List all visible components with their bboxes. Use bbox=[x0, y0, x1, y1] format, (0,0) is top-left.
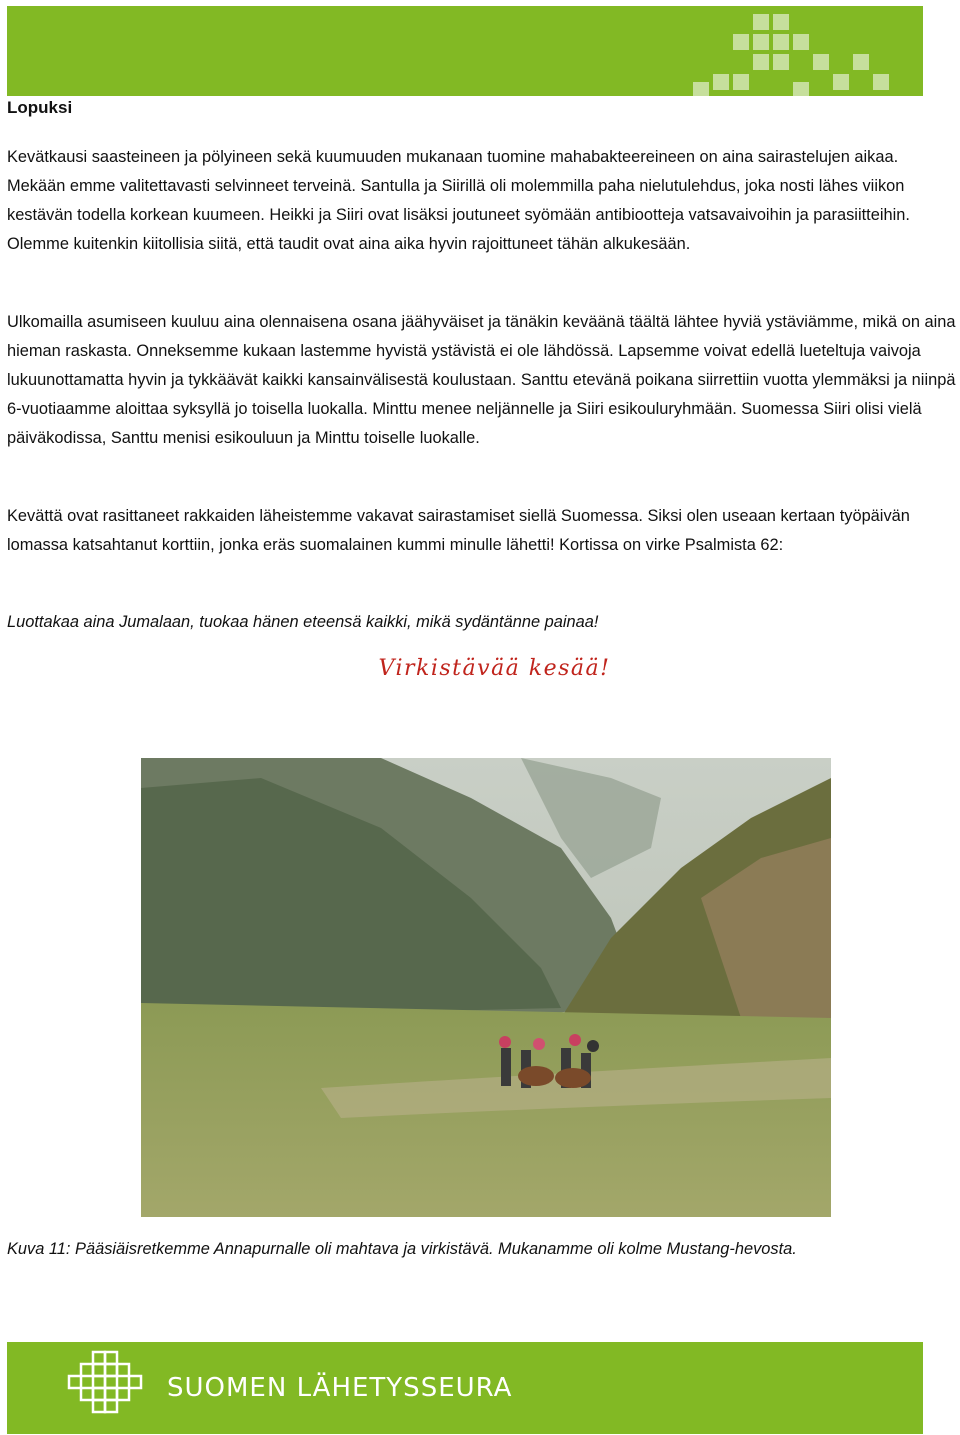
organization-logo-icon bbox=[65, 1348, 145, 1428]
paragraph-3: Kevättä ovat rasittaneet rakkaiden läheistemme vakavat sairastamiset siellä Suomessa. Siksi olen useaan kertaan työpäivän lomassa katsahtanut korttiin, jonka eräs suomalainen kummi minulle lähetti! Kortissa on virke Psalmista 62: bbox=[7, 507, 910, 554]
section-heading: Lopuksi bbox=[7, 98, 73, 117]
footer-band bbox=[7, 1342, 923, 1434]
paragraph-2: Ulkomailla asumiseen kuuluu aina olennaisena osana jäähyväiset ja tänäkin keväänä täältä lähtee hyviä ystäviämme, mikä on aina hieman raskasta. Onneksemme kukaan lastemme hyvistä ystävistä ei ole lähdössä. Lapsemme voivat edellä lueteltuja vaivoja lukuunottamatta hyvin ja tykkäävät kaikki kansainvälisestä koulustaan. Santtu etevänä poikana siirrettiin vuotta ylemmäksi ja niinpä 6-vuotiaamme aloittaa syksyllä jo toisella luokalla. Minttu menee neljännelle ja Siiri esikouluryhmään. Suomessa Siiri olisi vielä päiväkodissa, Santtu menisi esikouluun ja Minttu toiselle luokalle. bbox=[7, 313, 956, 447]
organization-name: SUOMEN LÄHETYSSEURA bbox=[167, 1373, 513, 1403]
header-band bbox=[7, 6, 923, 96]
annapurna-photo bbox=[141, 758, 831, 1217]
photo-caption: Kuva 11: Pääsiäisretkemme Annapurnalle oli mahtava ja virkistävä. Mukanamme oli kolme Mustang-hevosta. bbox=[7, 1240, 797, 1258]
psalm-quote: Luottakaa aina Jumalaan, tuokaa hänen eteensä kaikki, mikä sydäntänne painaa! bbox=[7, 613, 599, 631]
cross-pattern-icon bbox=[683, 6, 923, 96]
paragraph-1: Kevätkausi saasteineen ja pölyineen sekä kuumuuden mukanaan tuomine mahabakteereineen on aina sairastelujen aikaa. Mekään emme valitettavasti selvinneet terveinä. Santulla ja Siirillä oli molemmilla paha nielutulehdus, joka nosti lähes viikon kestävän todella korkean kuumeen. Heikki ja Siiri ovat lisäksi joutuneet syömään antibiootteja vatsavaivoihin ja parasiitteihin. Olemme kuitenkin kiitollisia siitä, että taudit ovat aina aika hyvin rajoittuneet tähän alkukesään. bbox=[7, 148, 910, 253]
summer-greeting: Virkistävää kesää! bbox=[378, 656, 611, 681]
